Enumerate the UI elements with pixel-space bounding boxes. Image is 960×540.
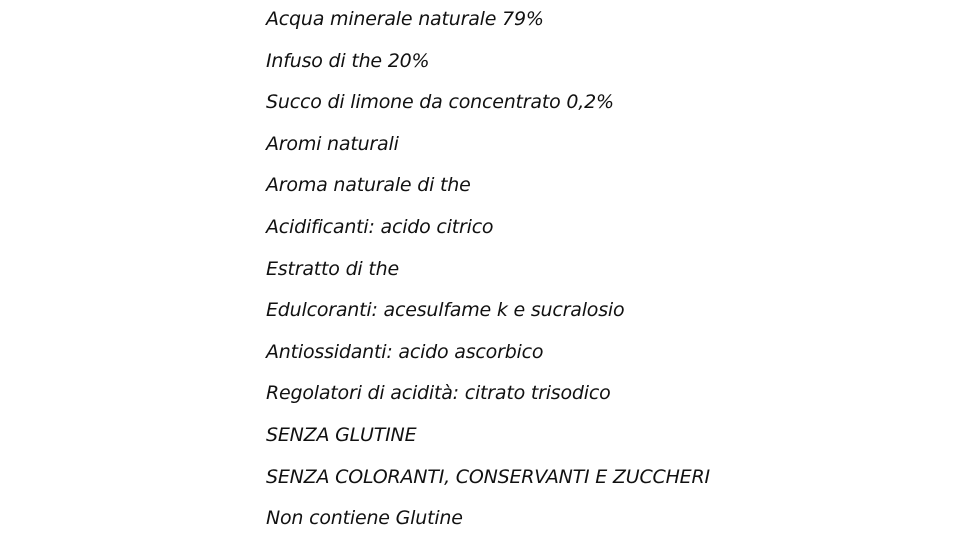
- ingredient-line: Aromi naturali: [266, 132, 399, 155]
- ingredients-list: [266, 5, 710, 540]
- ingredient-line: Succo di limone da concentrato 0,2%: [266, 91, 614, 114]
- ingredient-line: Edulcoranti: acesulfame k e sucralosio: [266, 299, 625, 322]
- allergen-note: Non contiene Glutine: [266, 507, 463, 530]
- allergen-note: SENZA GLUTINE: [266, 423, 417, 446]
- ingredient-line: Estratto di the: [266, 257, 399, 280]
- ingredient-line: Aroma naturale di the: [266, 174, 471, 197]
- ingredient-line: Antiossidanti: acido ascorbico: [266, 340, 544, 363]
- additive-note: SENZA COLORANTI, CONSERVANTI E ZUCCHERI: [266, 465, 710, 488]
- ingredient-line: Acqua minerale naturale 79%: [266, 8, 544, 30]
- ingredient-line: Infuso di the 20%: [266, 49, 430, 72]
- ingredient-line: Regolatori di acidità: citrato trisodico: [266, 382, 611, 405]
- ingredient-line: Acidificanti: acido citrico: [266, 215, 494, 238]
